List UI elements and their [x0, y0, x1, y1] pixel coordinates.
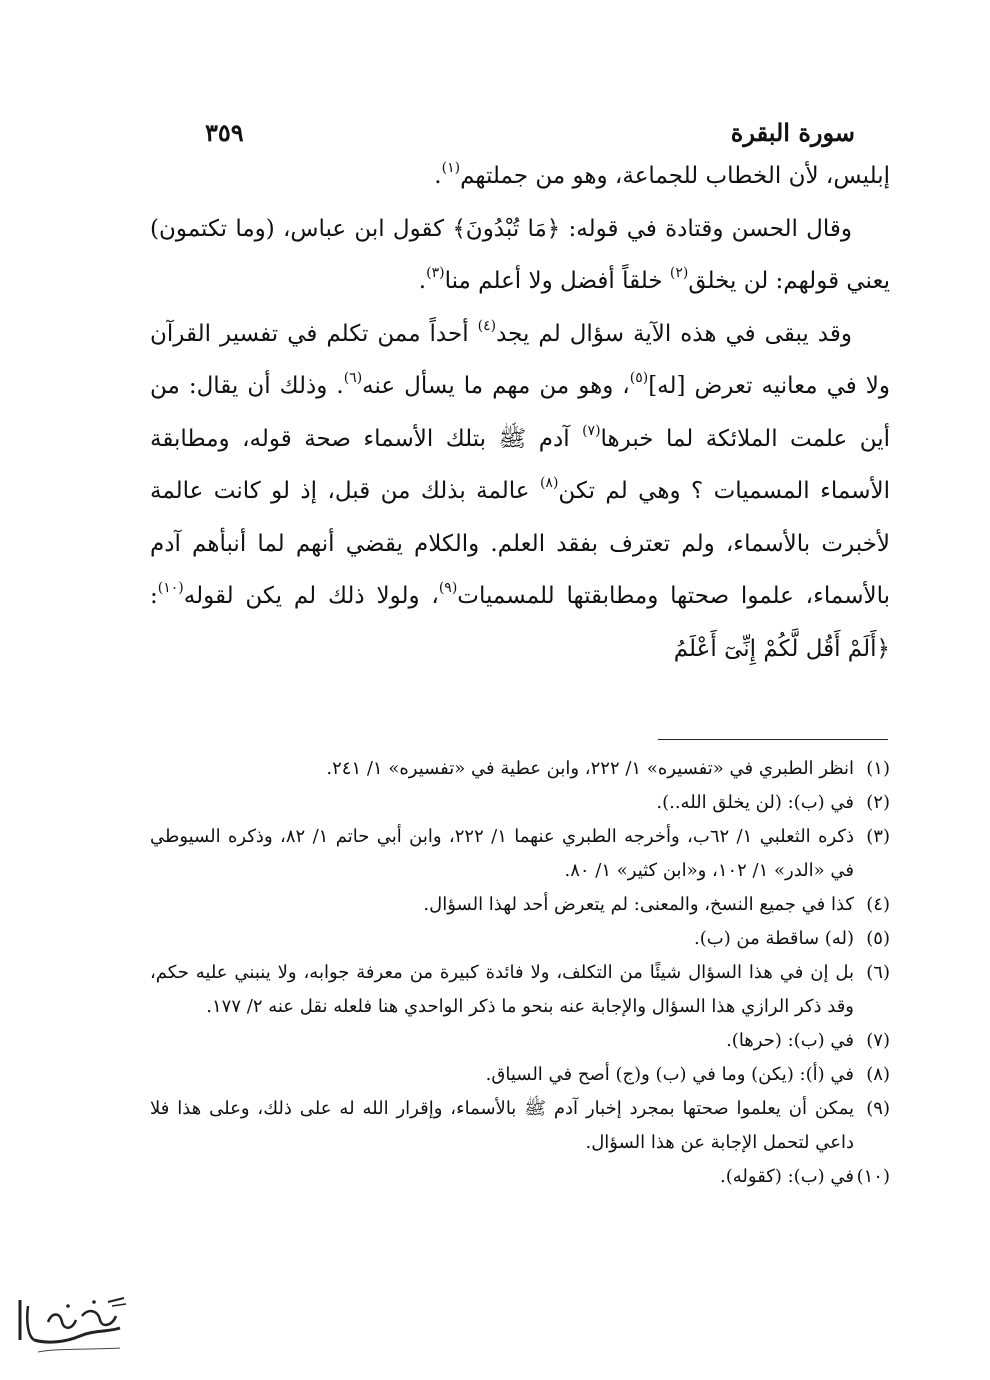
footnote-ref[interactable]: (٦)	[343, 370, 363, 387]
paragraph-1: إبليس، لأن الخطاب للجماعة، وهو من جملتهم$^{(١)}$.	[434, 160, 890, 189]
quran-verse: ﴿أَلَمْ أَقُل لَّكُمْ إِنِّىٓ أَعْلَمُ	[673, 635, 890, 662]
footnote-ref[interactable]: (١)	[441, 160, 461, 177]
calligraphy-logo-icon	[8, 1292, 138, 1362]
footnote-ref[interactable]: (٧)	[582, 422, 601, 439]
footnote-5: (٥) (له) ساقطة من (ب).	[694, 928, 890, 949]
footnote-4: (٤) كذا في جميع النسخ، والمعنى: لم يتعرض أحد لهذا السؤال.	[423, 894, 890, 915]
footnote-8: (٨) في (أ): (يكن) وما في (ب) و(ج) أصح في السياق.	[485, 1064, 890, 1085]
footnote-3: (٣) ذكره الثعلبي ١/ ٦٢ب، وأخرجه الطبري عنهما ١/ ٢٢٢، وابن أبي حاتم ١/ ٨٢، وذكره السيوطي في «الدر» ١/ ١٠٢، و«ابن كثير» ١/ ٨٠.	[150, 826, 890, 881]
footnote-separator	[658, 739, 888, 740]
footnote-ref[interactable]: (٨)	[539, 475, 559, 492]
footnote-ref[interactable]: (١٠)	[157, 580, 184, 597]
footnote-2: (٢) في (ب): (لن يخلق الله..).	[656, 792, 890, 813]
paragraph-3: وقد يبقى في هذه الآية سؤال لم يجد$^{(٤)}$ أحداً ممن تكلم في تفسير القرآن ولا في معانيه تعرض [له]$^{(٥)}$، وهو من مهم ما يسأل عنه$^{(٦)}$. وذلك أن يقال: من أين علمت الملائكة لما خبرها$^{(٧)}$ آدم ﷺ بتلك الأسماء صحة قوله، ومطابقة الأسماء المسميات ؟ وهي لم تكن$^{(٨)}$ عالمة بذلك من قبل، إذ لو كانت عالمة لأخبرت بالأسماء، ولم تعترف بفقد العلم. والكلام يقضي أنهم لما أنبأهم آدم بالأسماء، علموا صحتها ومطابقتها للمسميات$^{(٩)}$، ولولا ذلك لم يكن لقوله$^{(١٠)}$: ﴿أَلَمْ أَقُل لَّكُمْ إِنِّىٓ أَعْلَمُ	[150, 317, 890, 662]
page-header	[205, 112, 855, 152]
footnote-ref[interactable]: (٢)	[669, 265, 689, 282]
quran-verse: ﴿مَا تُبْدُونَ﴾	[452, 215, 561, 242]
footnote-7: (٧) في (ب): (حرها).	[726, 1030, 890, 1051]
footnotes	[150, 752, 890, 1194]
paragraph-2: وقال الحسن وقتادة في قوله: ﴿مَا تُبْدُونَ﴾ كقول ابن عباس، (وما تكتمون) يعني قولهم: لن يخلق$^{(٢)}$ خلقاً أفضل ولا أعلم منا$^{(٣)}$.	[150, 215, 890, 294]
footnote-1: (١) انظر الطبري في «تفسيره» ١/ ٢٢٢، وابن عطية في «تفسيره» ١/ ٢٤١.	[326, 758, 890, 779]
footnote-ref[interactable]: (٩)	[438, 580, 458, 597]
footnote-ref[interactable]: (٥)	[629, 370, 649, 387]
surah-title: سورة البقرة	[730, 117, 855, 147]
footnote-10: (١٠) في (ب): (كقوله).	[720, 1166, 890, 1187]
footnote-6: (٦) بل إن في هذا السؤال شيئًا من التكلف، ولا فائدة كبيرة من معرفة جوابه، ولا ينبني عليه حكم، وقد ذكر الرازي هذا السؤال والإجابة عنه بنحو ما ذكر الواحدي هنا فلعله نقل عنه ٢/ ١٧٧.	[150, 962, 890, 1017]
main-text	[150, 150, 890, 675]
footnote-ref[interactable]: (٣)	[426, 265, 445, 282]
footnote-9: (٩) يمكن أن يعلموا صحتها بمجرد إخبار آدم ﷺ بالأسماء، وإقرار الله له على ذلك، وعلى هذا فلا داعي لتحمل الإجابة عن هذا السؤال.	[150, 1098, 890, 1153]
page-number: ٣٥٩	[205, 117, 244, 147]
footnote-ref[interactable]: (٤)	[477, 317, 497, 334]
calligraphy-logo-graphic	[8, 1292, 138, 1362]
